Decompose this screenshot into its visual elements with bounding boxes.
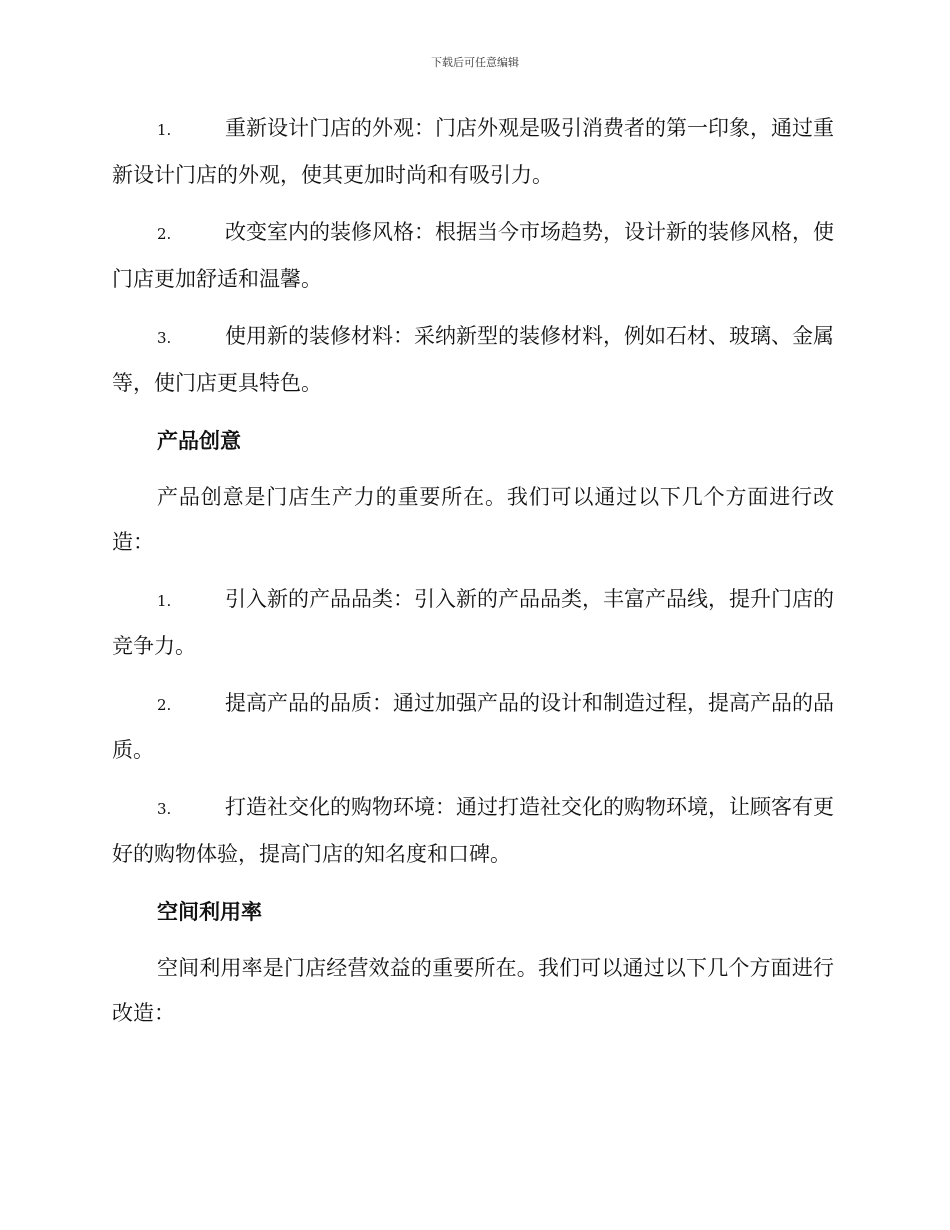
- list-text: 改变室内的装修风格：根据当今市场趋势，设计新的装修风格，使门店更加舒适和温馨。: [112, 220, 834, 291]
- list-text: 提高产品的品质：通过加强产品的设计和制造过程，提高产品的品质。: [112, 691, 834, 762]
- section-heading-space: 空间利用率: [157, 899, 262, 924]
- list-item: [112, 314, 834, 406]
- document-body: [112, 106, 834, 1048]
- list-number: 3.: [157, 329, 172, 347]
- list-number: 3.: [157, 800, 172, 818]
- list-item: [112, 577, 834, 669]
- list-text: 打造社交化的购物环境：通过打造社交化的购物环境，让顾客有更好的购物体验，提高门店的知名度和口碑。: [112, 795, 834, 866]
- section-heading-product: 产品创意: [157, 428, 241, 453]
- list-number: 2.: [157, 225, 172, 243]
- list-number: 1.: [157, 121, 172, 139]
- list-number: 1.: [157, 592, 172, 610]
- list-item: [112, 681, 834, 773]
- list-item: [112, 210, 834, 302]
- list-item: [112, 106, 834, 198]
- product-intro: 产品创意是门店生产力的重要所在。我们可以通过以下几个方面进行改造：: [112, 485, 834, 554]
- list-number: 2.: [157, 696, 172, 714]
- list-text: 使用新的装修材料：采纳新型的装修材料，例如石材、玻璃、金属等，使门店更具特色。: [112, 324, 834, 395]
- header-note: 下载后可任意编辑: [431, 56, 519, 69]
- list-text: 引入新的产品品类：引入新的产品品类，丰富产品线，提升门店的竞争力。: [112, 587, 834, 658]
- list-text: 重新设计门店的外观：门店外观是吸引消费者的第一印象，通过重新设计门店的外观，使其更加时尚和有吸引力。: [112, 116, 834, 187]
- space-intro: 空间利用率是门店经营效益的重要所在。我们可以通过以下几个方面进行改造：: [112, 956, 834, 1025]
- list-item: [112, 785, 834, 877]
